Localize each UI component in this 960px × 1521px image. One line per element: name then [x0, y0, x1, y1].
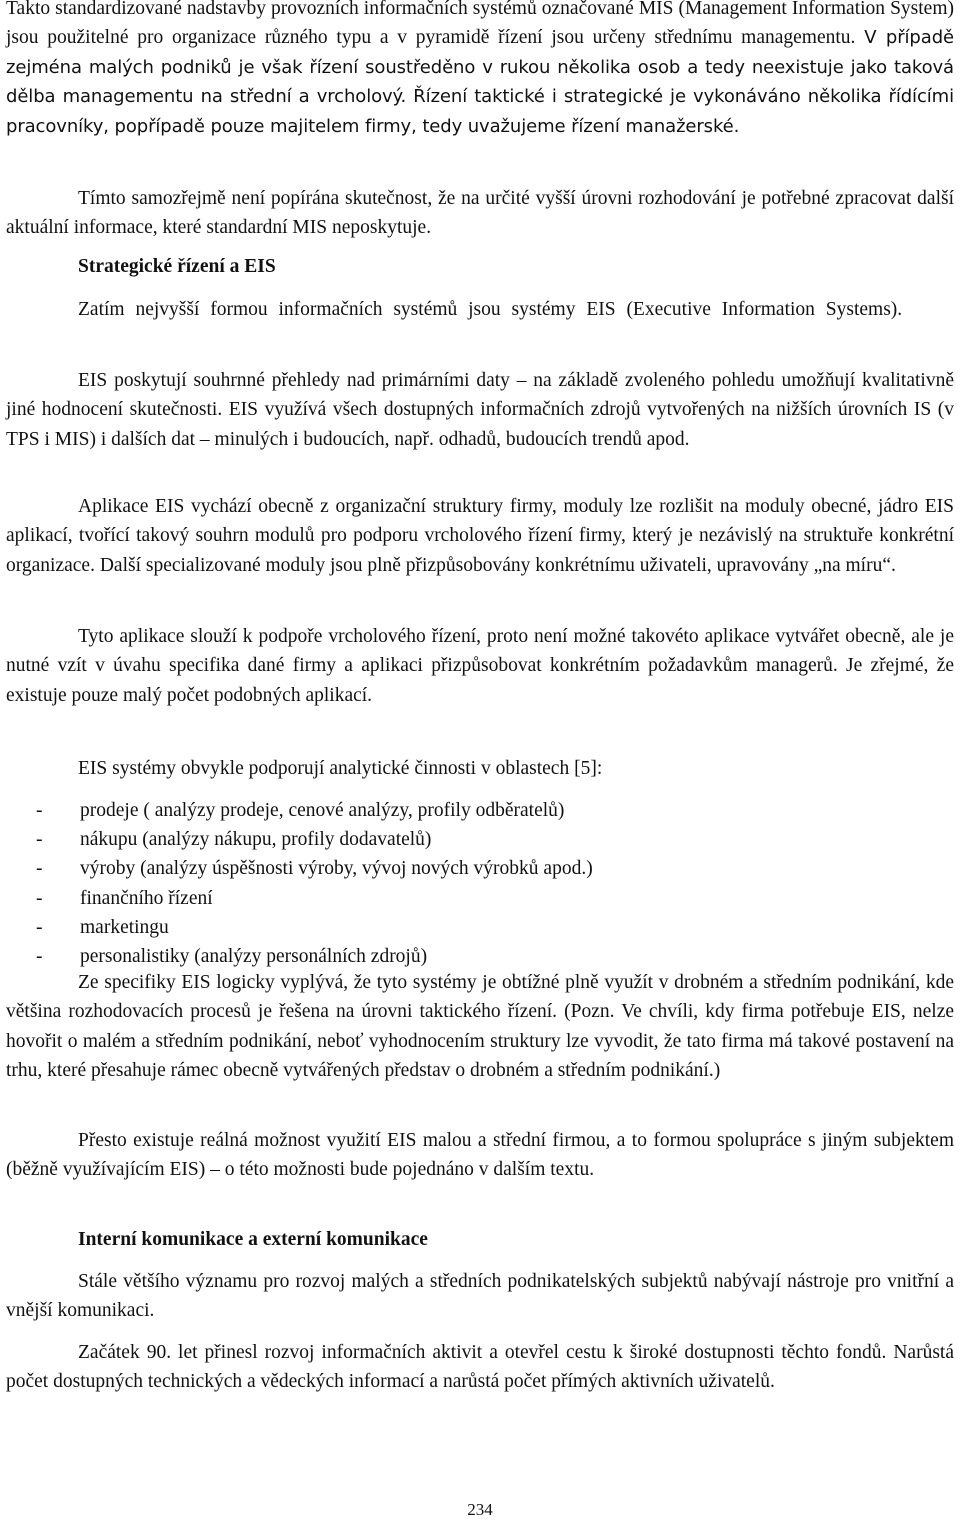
heading-internal-external-communication: Interní komunikace a externí komunikace [78, 1229, 428, 1250]
list-dash: - [36, 800, 43, 821]
paragraph-communication-tools: Stále většího významu pro rozvoj malých a středních podnikatelských subjektů nabývají nástroje pro vnitřní a vnější komunikaci. [6, 1271, 954, 1322]
paragraph-eis-cooperation: Přesto existuje reálná možnost využití EIS malou a střední firmou, a to formou spolupráce s jiným subjektem (běžně využívajícím EIS) – o této možnosti bude pojednáno v dalším textu. [6, 1130, 954, 1181]
paragraph-information-growth: Začátek 90. let přinesl rozvoj informačních aktivit a otevřel cestu k široké dostupnosti těchto fondů. Narůstá počet dostupných technických a vědeckých informací a narůstá počet přímých aktivních uživatelů. [6, 1342, 954, 1393]
heading-strategic-eis: Strategické řízení a EIS [78, 256, 276, 277]
list-dash: - [36, 916, 43, 938]
list-item-text: výroby (analýzy úspěšnosti výroby, vývoj nových výrobků apod.) [80, 858, 593, 880]
paragraph-eis-overview: EIS poskytují souhrnné přehledy nad primárními daty – na základě zvoleného pohledu umožňují kvalitativně jiné hodnocení skutečnosti. EIS využívá všech dostupných informačních zdrojů vytvořených na nižších úrovních IS (v TPS i MIS) i dalších dat – minulých i budoucích, např. odhadů, budoucích trendů apod. [6, 370, 954, 450]
paragraph-analytical-areas: EIS systémy obvykle podporují analytické činnosti v oblastech [5]: [78, 758, 603, 779]
list-item-text: nákupu (analýzy nákupu, profily dodavatelů) [80, 829, 432, 851]
list-item-text: prodeje ( analýzy prodeje, cenové analýzy, profily odběratelů) [80, 800, 565, 821]
list-item-text: marketingu [80, 916, 169, 938]
list-dash: - [36, 887, 43, 909]
paragraph-eis-small-business: Ze specifiky EIS logicky vyplývá, že tyto systémy je obtížné plně využít v drobném a středním podnikání, kde většina rozhodovacích procesů je řešena na úrovni taktického řízení. (Pozn. Ve chvíli, kdy firma potřebuje EIS, nelze hovořit o malém a středním podnikání, neboť vyhodnocením struktury lze vyvodit, že tato firma má takové postavení na trhu, které přesahuje rámec obecně vytvářených představ o drobném a středním podnikání.) [6, 972, 954, 1082]
paragraph-higher-level: Tímto samozřejmě není popírána skutečnost, že na určité vyšší úrovni rozhodování je potřebné zpracovat další aktuální informace, které standardní MIS neposkytuje. [6, 188, 954, 239]
paragraph-mis-intro [6, 0, 954, 141]
page-number: 234 [467, 1500, 493, 1519]
list-dash: - [36, 945, 43, 967]
list-dash: - [36, 829, 43, 851]
paragraph-eis-application: Aplikace EIS vychází obecně z organizační struktury firmy, moduly lze rozlišit na moduly obecné, jádro EIS aplikací, tvořící takový souhrn modulů pro podporu vrcholového řízení firmy, který je nezávislý na struktuře konkrétní organizace. Další specializované moduly jsou plně přizpůsobovány konkrétnímu uživateli, upravovány „na míru“. [6, 496, 954, 576]
paragraph-mis-intro-sans: V případě zejména malých podniků je však řízení soustředěno v rukou několika osob a tedy neexistuje jako taková dělba managementu na střední a vrcholový. Řízení taktické i strategické je vykonáváno několika řídícími pracovníky, popřípadě pouze majitelem firmy, tedy uvažujeme řízení manažerské. [6, 27, 954, 137]
list-item-text: finančního řízení [80, 887, 213, 909]
paragraph-eis-specifics: Tyto aplikace slouží k podpoře vrcholového řízení, proto není možné takovéto aplikace vytvářet obecně, ale je nutné vzít v úvahu specifika dané firmy a aplikaci přizpůsobovat konkrétním požadavkům managerů. Je zřejmé, že existuje pouze malý počet podobných aplikací. [6, 626, 954, 706]
paragraph-eis-definition: Zatím nejvyšší formou informačních systémů jsou systémy EIS (Executive Information Systems). [78, 299, 903, 320]
paragraph-mis-intro-text: Takto standardizované nadstavby provozních informačních systémů označované MIS (Management Information System) jsou použitelné pro organizace různého typu a v pyramidě řízení jsou určeny střednímu managementu. [6, 0, 954, 49]
list-item-text: personalistiky (analýzy personálních zdrojů) [80, 945, 428, 967]
list-dash: - [36, 858, 43, 880]
